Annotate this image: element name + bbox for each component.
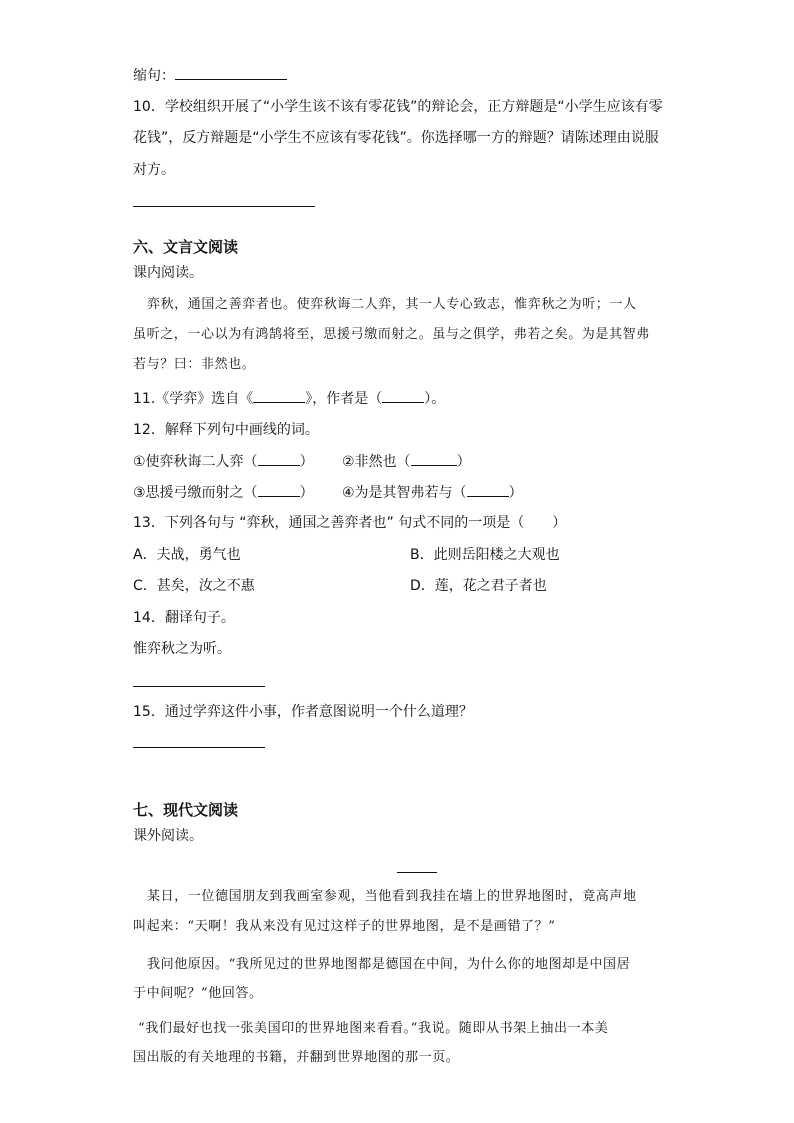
q9-line bbox=[133, 65, 287, 86]
q12-item-4-close: ） bbox=[508, 485, 523, 501]
section7-subtitle: 课外阅读。 bbox=[133, 828, 203, 844]
modern-passage-line-1: 某日，一位德国朋友到我画室参观，当他看到我挂在墙上的世界地图时，竟高声地 bbox=[147, 889, 637, 904]
modern-passage-line-4: 于中间呢？”他回答。 bbox=[133, 986, 263, 1001]
q11-book-blank[interactable] bbox=[253, 388, 305, 403]
classical-passage-line-3: 若与？曰：非然也。 bbox=[133, 357, 256, 372]
q13-option-d[interactable]: D．莲，花之君子者也 bbox=[410, 578, 547, 594]
q12-item-1-blank[interactable] bbox=[258, 451, 300, 466]
q12-item-4 bbox=[342, 482, 523, 503]
q14-text: 14．翻译句子。 bbox=[133, 610, 235, 626]
q13-option-c[interactable]: C．甚矣，汝之不惠 bbox=[133, 578, 255, 594]
q12-item-2-text: ②非然也（ bbox=[342, 454, 411, 470]
q11-line bbox=[133, 388, 445, 409]
q9-answer-blank[interactable] bbox=[175, 65, 287, 80]
q12-item-2 bbox=[342, 451, 471, 472]
q12-item-1-close: ） bbox=[299, 454, 314, 470]
modern-passage-line-3: 我问他原因。“我所见过的世界地图都是德国在中间，为什么你的地图却是中国居 bbox=[147, 957, 631, 972]
q13-option-a[interactable]: A．夫战，勇气也 bbox=[133, 547, 241, 563]
q10-line-2: 花钱”，反方辩题是“小学生不应该有零花钱”。你选择哪一方的辩题？请陈述理由说服 bbox=[133, 130, 659, 146]
classical-passage-line-1: 弈秋，通国之善弈者也。使弈秋诲二人弈，其一人专心致志，惟弈秋之为听；一人 bbox=[147, 297, 637, 312]
q12-item-3-close: ） bbox=[299, 485, 314, 501]
q10-answer-line[interactable] bbox=[133, 206, 315, 207]
q11-author-blank[interactable] bbox=[382, 388, 424, 403]
q12-item-1-text: ①使弈秋诲二人弈（ bbox=[133, 454, 258, 470]
modern-passage-line-6: 国出版的有关地理的书籍，并翻到世界地图的那一页。 bbox=[133, 1050, 460, 1065]
q12-item-2-blank[interactable] bbox=[411, 451, 457, 466]
q10-line-3: 对方。 bbox=[133, 162, 175, 178]
section6-title: 六、文言文阅读 bbox=[133, 238, 239, 256]
passage-title-blank[interactable] bbox=[397, 872, 437, 873]
q11-prefix: 11.《学弈》选自《 bbox=[133, 391, 254, 407]
q9-label: 缩句： bbox=[133, 68, 175, 84]
q13-text: 13．下列各句与 “弈秋，通国之善弈者也” 句式不同的一项是（ ） bbox=[133, 515, 567, 531]
q12-item-2-close: ） bbox=[456, 454, 471, 470]
q12-item-4-blank[interactable] bbox=[467, 482, 509, 497]
modern-passage-line-2: 叫起来：“天啊！我从来没有见过这样子的世界地图，是不是画错了？” bbox=[133, 919, 556, 934]
section7-title: 七、现代文阅读 bbox=[133, 801, 239, 819]
modern-passage-line-5: “我们最好也找一张美国印的世界地图来看看。”我说。随即从书架上抽出一本美 bbox=[138, 1021, 609, 1036]
q14-sentence: 惟弈秋之为听。 bbox=[133, 641, 231, 657]
classical-passage-line-2: 虽听之，一心以为有鸿鹄将至，思援弓缴而射之。虽与之俱学，弗若之矣。为是其智弗 bbox=[133, 327, 650, 342]
q12-text: 12．解释下列句中画线的词。 bbox=[133, 422, 319, 438]
q10-line-1: 10．学校组织开展了“小学生该不该有零花钱”的辩论会，正方辩题是“小学生应该有零 bbox=[133, 99, 663, 115]
q14-answer-line[interactable] bbox=[133, 686, 265, 687]
q15-text: 15．通过学弈这件小事，作者意图说明一个什么道理？ bbox=[133, 704, 473, 720]
q12-item-3 bbox=[133, 482, 314, 503]
q12-item-3-blank[interactable] bbox=[258, 482, 300, 497]
section6-subtitle: 课内阅读。 bbox=[133, 265, 203, 281]
q12-item-4-text: ④为是其智弗若与（ bbox=[342, 485, 467, 501]
q13-option-b[interactable]: B．此则岳阳楼之大观也 bbox=[410, 547, 560, 563]
q11-suffix: ）。 bbox=[424, 391, 446, 407]
q12-item-1 bbox=[133, 451, 314, 472]
q12-item-3-text: ③思援弓缴而射之（ bbox=[133, 485, 258, 501]
q15-answer-line[interactable] bbox=[133, 747, 265, 748]
q11-middle: 》，作者是（ bbox=[305, 391, 383, 407]
